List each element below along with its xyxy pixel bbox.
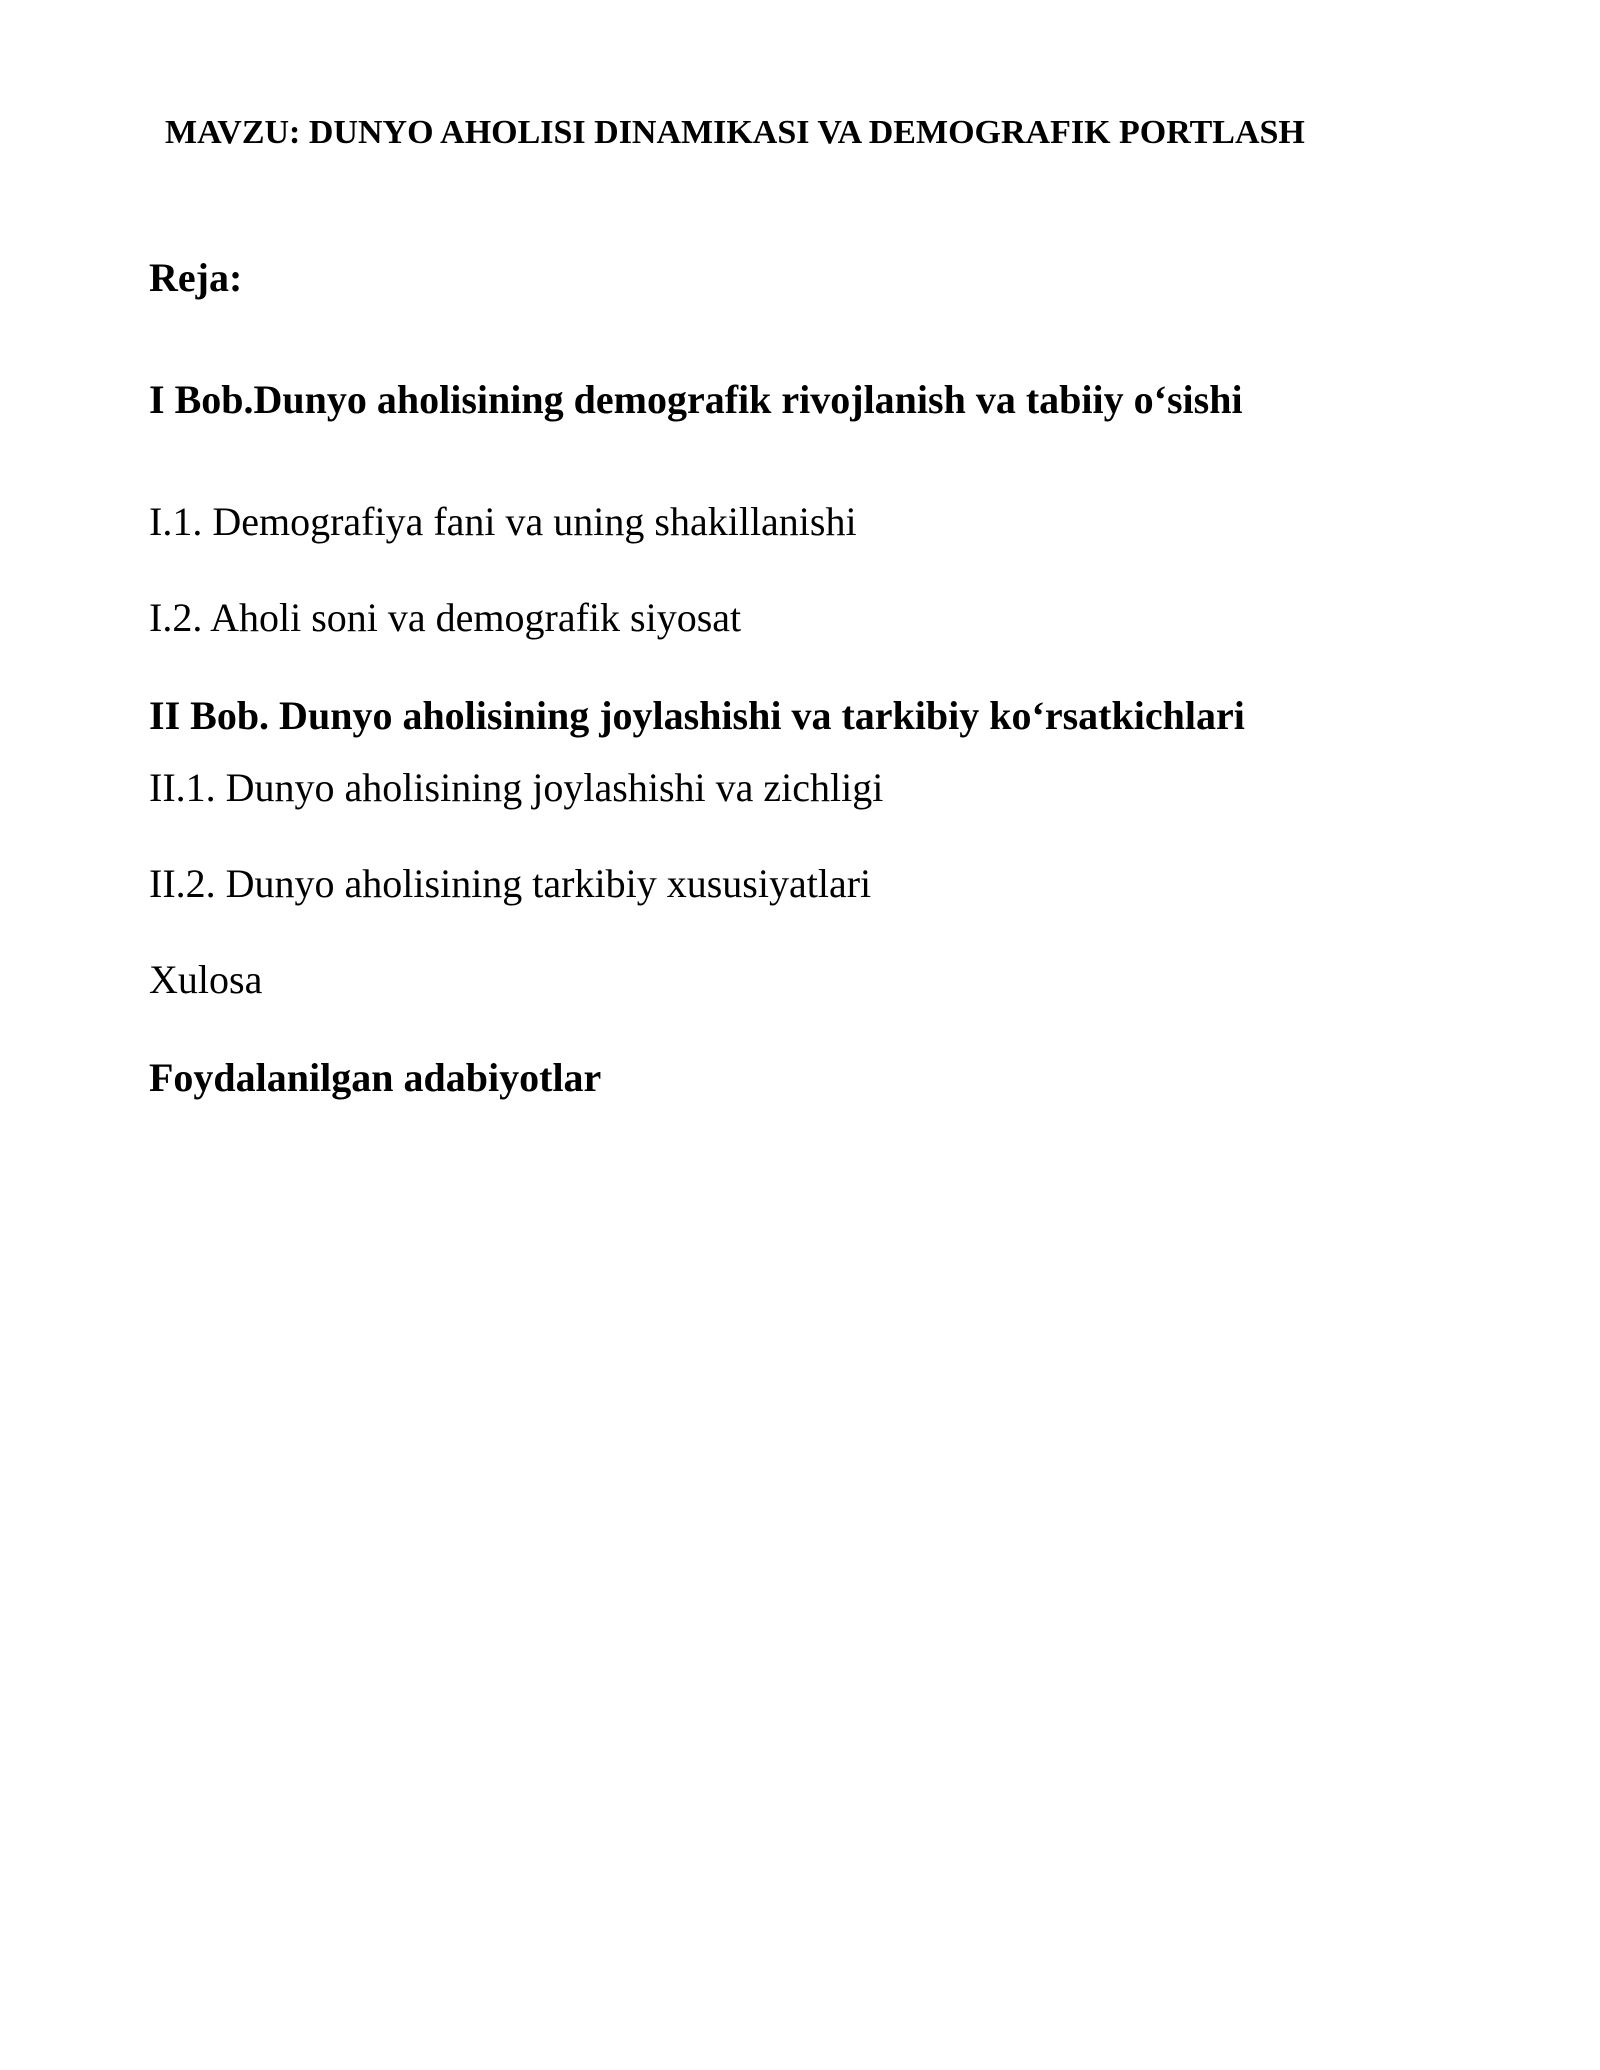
section-2-1: II.1. Dunyo aholisining joylashishi va zichligi: [149, 765, 884, 810]
section-2-2: II.2. Dunyo aholisining tarkibiy xususiyatlari: [149, 861, 872, 906]
document-title: MAVZU: DUNYO AHOLISI DINAMIKASI VA DEMOGRAFIK PORTLASH: [165, 114, 1305, 151]
section-1-1: I.1. Demografiya fani va uning shakillanishi: [149, 499, 857, 544]
references-heading: Foydalanilgan adabiyotlar: [149, 1055, 602, 1100]
conclusion-item: Xulosa: [149, 957, 263, 1002]
chapter-1-heading: I Bob.Dunyo aholisining demografik rivojlanish va tabiiy o‘sishi: [149, 377, 1243, 422]
chapter-2-heading: II Bob. Dunyo aholisining joylashishi va tarkibiy ko‘rsatkichlari: [149, 693, 1245, 738]
section-1-2: I.2. Aholi soni va demografik siyosat: [149, 595, 742, 640]
plan-heading: Reja:: [149, 255, 243, 300]
